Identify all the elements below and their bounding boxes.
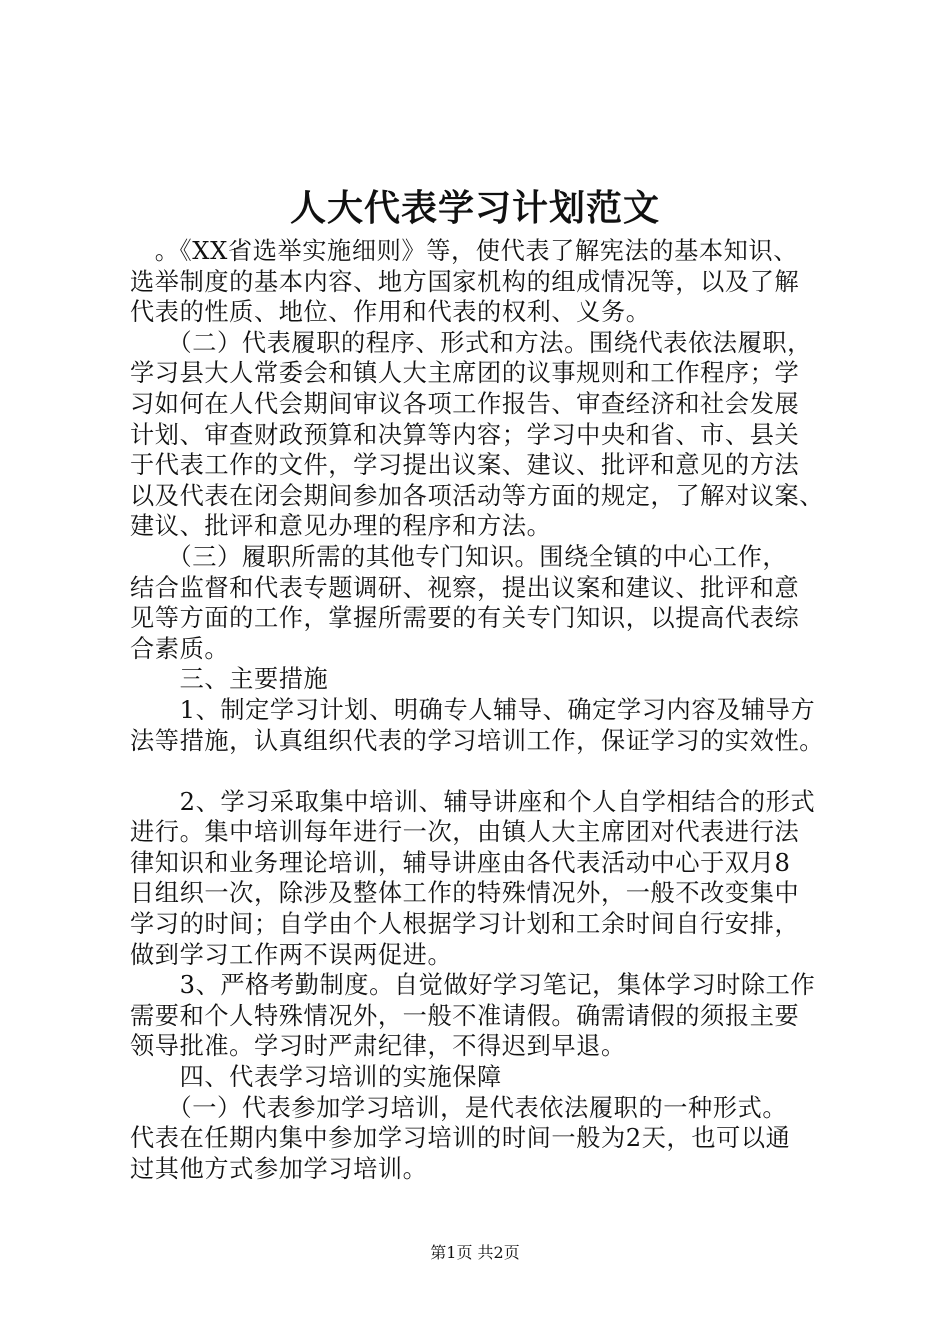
text-line: 进行。集中培训每年进行一次，由镇人大主席团对代表进行法 [130,818,800,847]
text-line: 计划、审查财政预算和决算等内容；学习中央和省、市、县关 [130,420,800,449]
text-line: 代表的性质、地位、作用和代表的权利、义务。 [130,298,651,327]
text-line: 合素质。 [130,634,230,663]
text-line: 领导批准。学习时严肃纪律，不得迟到早退。 [130,1032,626,1061]
text-line: 以及代表在闭会期间参加各项活动等方面的规定，了解对议案、 [130,481,825,510]
text-line: 律知识和业务理论培训，辅导讲座由各代表活动中心于双月8 [130,848,791,877]
text-line: （二）代表履职的程序、形式和方法。围绕代表依法履职， [130,328,812,357]
text-line: 于代表工作的文件，学习提出议案、建议、批评和意见的方法 [130,451,800,480]
text-line [130,756,830,787]
text-line: 法等措施，认真组织代表的学习培训工作，保证学习的实效性。 [130,726,825,755]
text-line: 建议、批评和意见办理的程序和方法。 [130,512,552,541]
text-line: 结合监督和代表专题调研、视察，提出议案和建议、批评和意 [130,573,800,602]
text-line: 做到学习工作两不误两促进。 [130,940,453,969]
text-line: 日组织一次，除涉及整体工作的特殊情况外，一般不改变集中 [130,879,800,908]
text-line: 三、主要措施 [130,665,329,694]
text-line: 过其他方式参加学习培训。 [130,1154,428,1183]
text-line: 见等方面的工作，掌握所需要的有关专门知识，以提高代表综 [130,604,800,633]
text-line: 。《XX省选举实施细则》等，使代表了解宪法的基本知识、 [130,237,799,265]
text-line: 2、学习采取集中培训、辅导讲座和个人自学相结合的形式 [130,787,816,816]
text-line: 1、制定学习计划、明确专人辅导、确定学习内容及辅导方 [130,695,816,724]
document-title: 人大代表学习计划范文 [289,187,660,229]
text-line: （一）代表参加学习培训，是代表依法履职的一种形式。 [130,1093,788,1122]
text-line: 四、代表学习培训的实施保障 [130,1063,502,1092]
page-footer: 第1页 共2页 [430,1243,520,1262]
text-line: 学习县大人常委会和镇人大主席团的议事规则和工作程序；学 [130,359,800,388]
text-line: （三）履职所需的其他专门知识。围绕全镇的中心工作， [130,542,788,571]
text-line: 学习的时间；自学由个人根据学习计划和工余时间自行安排， [130,910,800,939]
text-line: 代表在任期内集中参加学习培训的时间一般为2天，也可以通 [130,1124,791,1153]
text-line: 习如何在人代会期间审议各项工作报告、审查经济和社会发展 [130,389,800,418]
text-line: 选举制度的基本内容、地方国家机构的组成情况等，以及了解 [130,267,800,296]
text-line: 需要和个人特殊情况外，一般不准请假。确需请假的须报主要 [130,1001,800,1030]
document-body [130,236,830,1184]
text-line: 3、严格考勤制度。自觉做好学习笔记，集体学习时除工作 [130,971,816,1000]
